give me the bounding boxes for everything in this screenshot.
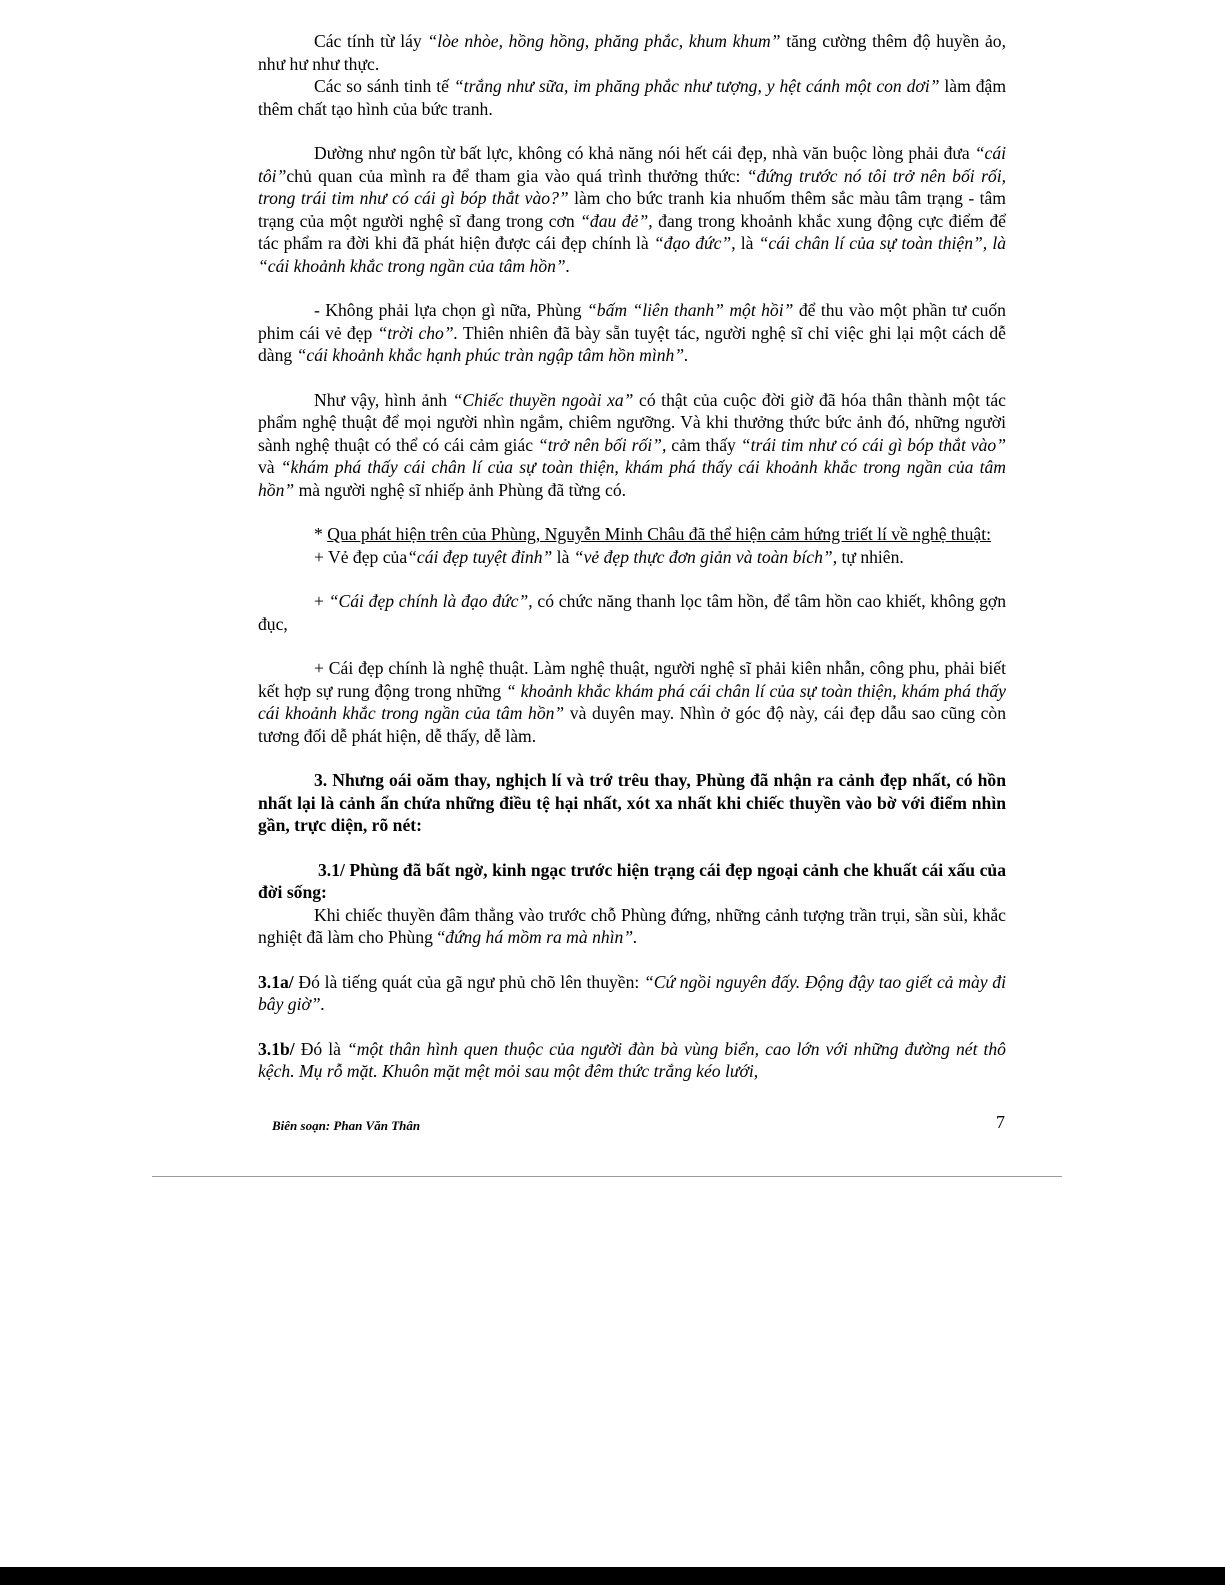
paragraph-4: - Không phải lựa chọn gì nữa, Phùng “bấm “liên thanh” một hồi” để thu vào một phần tư cuốn phim cái vẻ đẹp “trời cho”. Thiên nhiên đã bày sẵn tuyệt tác, người nghệ sĩ chỉ việc ghi lại một cách dễ dàng “cái khoảnh khắc hạnh phúc tràn ngập tâm hồn mình”. — [258, 300, 1006, 365]
spacer — [258, 367, 1006, 389]
paragraph-12: Khi chiếc thuyền đâm thẳng vào trước chỗ Phùng đứng, những cảnh tượng trần trụi, sần sùi, khắc nghiệt đã làm cho Phùng “đứng há mồm ra mà nhìn”. — [258, 904, 1006, 947]
paragraph-1: Các tính từ láy “lòe nhòe, hồng hồng, phăng phắc, khum khum” tăng cường thêm độ huyền ảo, như hư như thực. — [258, 31, 1007, 74]
spacer — [258, 568, 1006, 590]
paragraph-5: Như vậy, hình ảnh “Chiếc thuyền ngoài xa” có thật của cuộc đời giờ đã hóa thân thành một tác phẩm nghệ thuật để mọi người nhìn ngắm, chiêm ngưỡng. Và khi thưởng thức bức ảnh đó, những người sành nghệ thuật có thể có cái cảm giác “trở nên bối rối”, cảm thấy “trái tim như có cái gì bóp thắt vào” và “khám phá thấy cái chân lí của sự toàn thiện, khám phá thấy cái khoảnh khắc trong ngần của tâm hồn” mà người nghệ sĩ nhiếp ảnh Phùng đã từng có. — [258, 389, 1006, 500]
subsection-heading-3-1: 3.1/ Phùng đã bất ngờ, kinh ngạc trước hiện trạng cái đẹp ngoại cảnh che khuất cái xấu của đời sống: — [258, 859, 1006, 902]
spacer — [258, 120, 1006, 142]
section-heading-3: 3. Nhưng oái oăm thay, nghịch lí và trớ trêu thay, Phùng đã nhận ra cảnh đẹp nhất, có hồn nhất lại là cảnh ẩn chứa những điều tệ hại nhất, xót xa nhất khi chiếc thuyền vào bờ với điểm nhìn gần, trực diện, rõ nét: — [258, 770, 1006, 835]
footer-author: Biên soạn: Phan Văn Thân — [272, 1118, 421, 1133]
paragraph-6: * Qua phát hiện trên của Phùng, Nguyễn Minh Châu đã thể hiện cảm hứng triết lí về nghệ thuật: — [314, 524, 991, 544]
paragraph-3: Dường như ngôn từ bất lực, không có khả năng nói hết cái đẹp, nhà văn buộc lòng phải đưa “cái tôi”chủ quan của mình ra để tham gia vào quá trình thưởng thức: “đứng trước nó tôi trở nên bối rối, trong trái tim như có cái gì bóp thắt vào?” làm cho bức tranh kia nhuốm thêm sắc màu tâm trạng - tâm trạng của một người nghệ sĩ đang trong cơn “đau đẻ”, đang trong khoảnh khắc xung động cực điểm để tác phẩm ra đời khi đã phát hiện được cái đẹp chính là “đạo đức”, là “cái chân lí của sự toàn thiện”, là “cái khoảnh khắc trong ngần của tâm hồn”. — [258, 143, 1007, 276]
document-page — [258, 30, 1006, 1083]
paragraph-8: + “Cái đẹp chính là đạo đức”, có chức năng thanh lọc tâm hồn, để tâm hồn cao khiết, không gợn đục, — [258, 591, 1007, 634]
spacer — [258, 1016, 1006, 1038]
paragraph-7: + Vẻ đẹp của“cái đẹp tuyệt đỉnh” là “vẻ đẹp thực đơn giản và toàn bích”, tự nhiên. — [314, 546, 904, 567]
paragraph-3-1a: 3.1a/ Đó là tiếng quát của gã ngư phủ chõ lên thuyền: “Cứ ngồi nguyên đấy. Động đậy tao giết cả mày đi bây giờ”. — [258, 971, 1006, 1014]
paragraph-2: Các so sánh tinh tế “trắng như sữa, im phăng phắc như tượng, y hệt cánh một con dơi” làm đậm thêm chất tạo hình của bức tranh. — [258, 76, 1006, 119]
spacer — [258, 949, 1006, 971]
page-divider — [152, 1176, 1062, 1177]
spacer — [258, 635, 1006, 657]
spacer — [258, 277, 1006, 299]
paragraph-9: + Cái đẹp chính là nghệ thuật. Làm nghệ thuật, người nghệ sĩ phải kiên nhẫn, công phu, phải biết kết hợp sự rung động trong những “ khoảnh khắc khám phá cái chân lí của sự toàn thiện, khám phá thấy cái khoảnh khắc trong ngần của tâm hồn” và duyên may. Nhìn ở góc độ này, cái đẹp dẫu sao cũng còn tương đối dễ phát hiện, dễ thấy, dễ làm. — [258, 658, 1006, 746]
paragraph-3-1b: 3.1b/ Đó là “một thân hình quen thuộc của người đàn bà vùng biển, cao lớn với những đường nét thô kệch. Mụ rỗ mặt. Khuôn mặt mệt mỏi sau một đêm thức trắng kéo lưới, — [258, 1038, 1006, 1081]
spacer — [258, 837, 1006, 859]
page-number: 7 — [996, 1112, 1005, 1132]
bottom-edge-bar — [0, 1567, 1225, 1585]
spacer — [258, 747, 1006, 769]
spacer — [258, 501, 1006, 523]
